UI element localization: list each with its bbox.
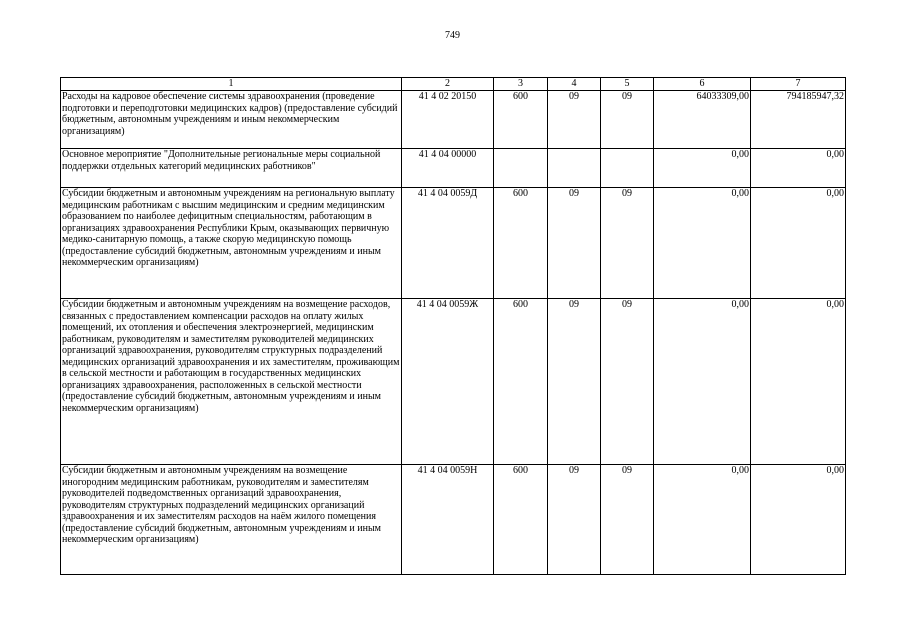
header-cell: 1 xyxy=(61,78,402,91)
row-pr: 09 xyxy=(601,188,654,299)
row-code: 41 4 02 20150 xyxy=(402,91,494,149)
row-amount-6: 0,00 xyxy=(654,188,751,299)
row-description: Субсидии бюджетным и автономным учреждениям на возмещение иногородним медицинским работникам, руководителям и заместителям руководителей подведомственных организаций здравоохранения, руководителям структурных подразделений медицинских организаций здравоохранения и их заместителям расходов на наём жилого помещения (предоставление субсидий бюджетным, автономным учреждениям и иным некоммерческим организациям) xyxy=(61,465,402,575)
row-code: 41 4 04 0059Н xyxy=(402,465,494,575)
row-vr: 600 xyxy=(494,299,548,465)
header-cell: 7 xyxy=(751,78,846,91)
row-description: Субсидии бюджетным и автономным учреждениям на региональную выплату медицинским работникам с высшим медицинским и средним медицинским образованием по наиболее дефицитным специальностям, работающим в организациях здравоохранения Республики Крым, оказывающих первичную медико-санитарную помощь, а также скорую медицинскую помощь (предоставление субсидий бюджетным, автономным учреждениям и иным некоммерческим организациям) xyxy=(61,188,402,299)
row-pr: 09 xyxy=(601,465,654,575)
row-pr: 09 xyxy=(601,91,654,149)
row-rz: 09 xyxy=(548,465,601,575)
header-cell: 3 xyxy=(494,78,548,91)
header-cell: 2 xyxy=(402,78,494,91)
page-number: 749 xyxy=(445,30,460,41)
header-cell: 6 xyxy=(654,78,751,91)
row-amount-6: 64033309,00 xyxy=(654,91,751,149)
row-amount-6: 0,00 xyxy=(654,299,751,465)
budget-table xyxy=(60,77,846,575)
row-rz xyxy=(548,149,601,188)
row-description: Основное мероприятие "Дополнительные региональные меры социальной поддержки отдельных категорий медицинских работников" xyxy=(61,149,402,188)
row-description: Субсидии бюджетным и автономным учреждениям на возмещение расходов, связанных с предоставлением компенсации расходов на оплату жилых помещений, их отопления и обеспечения электроэнергией, медицинским работникам, руководителям и заместителям руководителей медицинских организаций здравоохранения, руководителям структурных подразделений медицинских организаций здравоохранения и их заместителям, проживающим в сельской местности и работающим в государственных медицинских организациях здравоохранения, расположенных в сельской местности (предоставление субсидий бюджетным, автономным учреждениям и иным некоммерческим организациям) xyxy=(61,299,402,465)
row-rz: 09 xyxy=(548,188,601,299)
table-row xyxy=(61,149,846,188)
row-vr: 600 xyxy=(494,188,548,299)
row-pr: 09 xyxy=(601,299,654,465)
row-vr xyxy=(494,149,548,188)
table-row xyxy=(61,465,846,575)
header-cell: 4 xyxy=(548,78,601,91)
row-amount-6: 0,00 xyxy=(654,465,751,575)
table-row xyxy=(61,188,846,299)
row-code: 41 4 04 0059Д xyxy=(402,188,494,299)
row-vr: 600 xyxy=(494,465,548,575)
table-row xyxy=(61,299,846,465)
row-amount-7: 0,00 xyxy=(751,299,846,465)
row-pr xyxy=(601,149,654,188)
row-rz: 09 xyxy=(548,91,601,149)
row-amount-7: 0,00 xyxy=(751,149,846,188)
row-vr: 600 xyxy=(494,91,548,149)
table-header-row xyxy=(61,78,846,91)
row-code: 41 4 04 00000 xyxy=(402,149,494,188)
header-cell: 5 xyxy=(601,78,654,91)
row-code: 41 4 04 0059Ж xyxy=(402,299,494,465)
row-amount-6: 0,00 xyxy=(654,149,751,188)
row-description: Расходы на кадровое обеспечение системы здравоохранения (проведение подготовки и переподготовки медицинских кадров) (предоставление субсидий бюджетным, автономным учреждениям и иным некоммерческим организациям) xyxy=(61,91,402,149)
table-row xyxy=(61,91,846,149)
row-amount-7: 794185947,32 xyxy=(751,91,846,149)
row-amount-7: 0,00 xyxy=(751,188,846,299)
row-amount-7: 0,00 xyxy=(751,465,846,575)
row-rz: 09 xyxy=(548,299,601,465)
